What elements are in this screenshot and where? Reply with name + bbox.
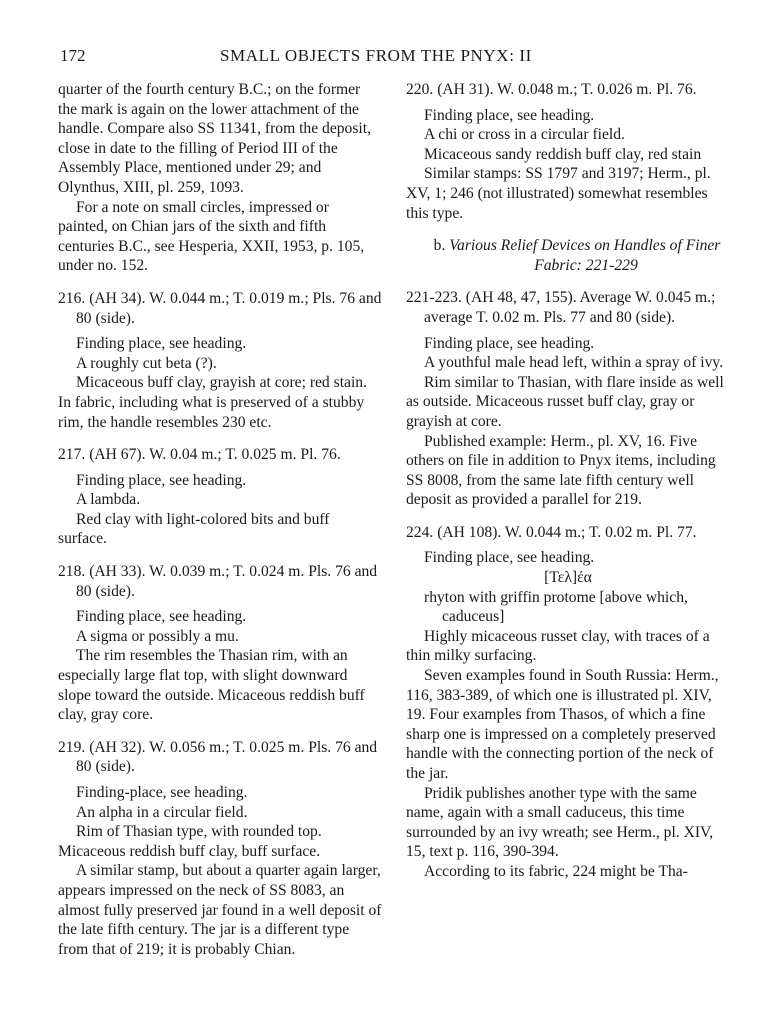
stamp-inscription: [Τελ]έα	[544, 569, 592, 587]
paragraph: Pridik publishes another type with the same name, again with a small caduceus, this time surrounded by an ivy wreath; see Herm., pl. XIV, 15, text p. 116, 390-394.	[406, 784, 714, 861]
entry-heading-218: 218. (AH 33). W. 0.039 m.; T. 0.024 m. Pls. 76 and 80 (side).	[58, 563, 378, 600]
finding-place: Finding place, see heading.	[76, 471, 247, 489]
device-description: An alpha in a circular field.	[76, 803, 248, 821]
finding-place: Finding place, see heading.	[424, 334, 595, 352]
device-description: rhyton with griffin protome [above which, caduceus]	[424, 588, 688, 626]
device-description: A youthful male head left, within a spray of ivy.	[424, 354, 724, 372]
finding-place: Finding place, see heading.	[424, 106, 595, 124]
finding-place: Finding-place, see heading.	[76, 784, 248, 801]
page-header	[60, 46, 730, 70]
fabric-description: Red clay with light-colored bits and buff surface.	[58, 510, 330, 548]
device-description: A roughly cut beta (?).	[76, 354, 217, 372]
device-description: A lambda.	[76, 491, 141, 509]
fabric-description: Micaceous sandy reddish buff clay, red stain	[424, 145, 702, 163]
fabric-description: Rim of Thasian type, with rounded top. Micaceous reddish buff clay, buff surface.	[58, 823, 322, 860]
fabric-description: Highly micaceous russet clay, with traces of a thin milky surfacing.	[406, 627, 710, 665]
paragraph: Published example: Herm., pl. XV, 16. Five others on file in addition to Pnyx items, including SS 8008, from the same late fifth century well deposit as provided a parallel for 219.	[406, 432, 716, 509]
right-column	[406, 80, 730, 882]
running-title: SMALL OBJECTS FROM THE PNYX: II	[220, 46, 532, 65]
paragraph: A similar stamp, but about a quarter again larger, appears impressed on the neck of SS 8083, an almost fully preserved jar found in a well deposit of the late fifth century. The jar is a different type from that of 219; it is probably Chian.	[58, 862, 382, 958]
finding-place: Finding place, see heading.	[76, 608, 247, 626]
fabric-description: The rim resembles the Thasian rim, with an especially large flat top, with slight downward slope toward the outside. Micaceous reddish buff clay, gray core.	[58, 647, 365, 724]
fabric-description: Rim similar to Thasian, with flare inside as well as outside. Micaceous russet buff clay, gray or grayish at core.	[406, 373, 724, 430]
device-description: A sigma or possibly a mu.	[76, 627, 239, 645]
left-column	[58, 80, 382, 959]
section-label: b.	[433, 237, 446, 255]
page-number: 172	[60, 46, 86, 65]
finding-place: Finding place, see heading.	[424, 549, 595, 567]
paragraph: quarter of the fourth century B.C.; on the former the mark is again on the lower attachment of the handle. Compare also SS 11341, from the deposit, close in date to the filling of Period III of the Assembly Place, mentioned under 29; and Olynthus, XIII, pl. 259, 1093.	[58, 81, 371, 196]
entry-heading-219: 219. (AH 32). W. 0.056 m.; T. 0.025 m. Pls. 76 and 80 (side).	[58, 738, 378, 776]
paragraph: According to its fabric, 224 might be Tha-	[424, 862, 688, 880]
section-title: Various Relief Devices on Handles of Finer Fabric: 221-229	[449, 237, 721, 274]
device-description: A chi or cross in a circular field.	[424, 126, 625, 144]
section-heading	[406, 236, 730, 275]
entry-heading-217: 217. (AH 67). W. 0.04 m.; T. 0.025 m. Pl. 76.	[58, 446, 341, 464]
entry-heading-221-223: 221-223. (AH 48, 47, 155). Average W. 0.045 m.; average T. 0.02 m. Pls. 77 and 80 (side).	[406, 289, 716, 326]
fabric-description: Micaceous buff clay, grayish at core; red stain. In fabric, including what is preserved of a stubby rim, the handle resembles 230 etc.	[58, 374, 367, 431]
entry-heading-224: 224. (AH 108). W. 0.044 m.; T. 0.02 m. Pl. 77.	[406, 523, 697, 541]
paragraph: Similar stamps: SS 1797 and 3197; Herm., pl. XV, 1; 246 (not illustrated) somewhat resembles this type.	[406, 165, 711, 222]
entry-heading-220: 220. (AH 31). W. 0.048 m.; T. 0.026 m. Pl. 76.	[406, 81, 697, 98]
entry-heading-216: 216. (AH 34). W. 0.044 m.; T. 0.019 m.; Pls. 76 and 80 (side).	[58, 289, 382, 327]
paragraph: Seven examples found in South Russia: Herm., 116, 383-389, of which one is illustrated pl. XIV, 19. Four examples from Thasos, of which a fine sharp one is impressed on a completely preserved handle with the connecting portion of the neck of the jar.	[406, 667, 719, 782]
paragraph: For a note on small circles, impressed or painted, on Chian jars of the sixth and fifth centuries B.C., see Hesperia, XXII, 1953, p. 105, under no. 152.	[58, 198, 365, 275]
finding-place: Finding place, see heading.	[76, 335, 247, 353]
